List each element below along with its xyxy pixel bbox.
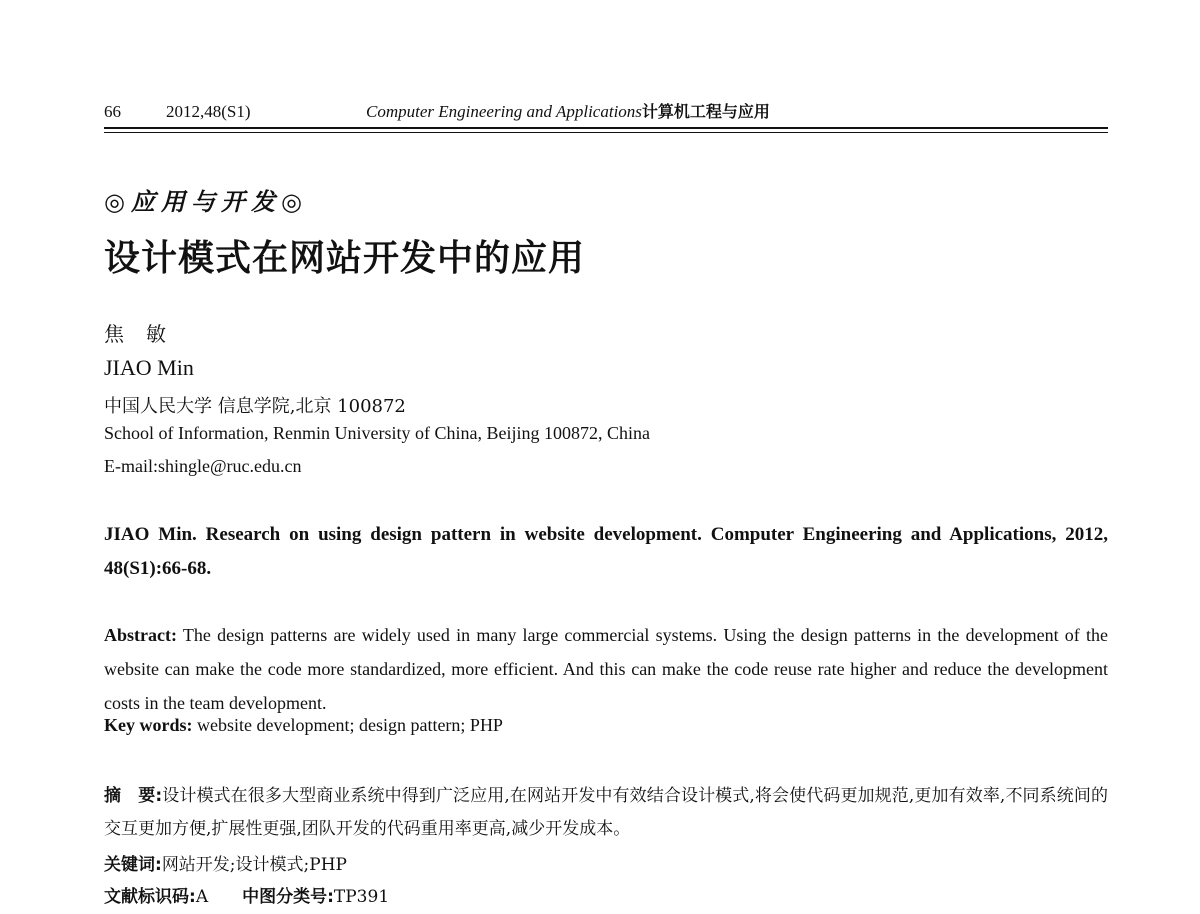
keywords-en-label: Key words: <box>104 715 193 735</box>
abstract-en-text: The design patterns are widely used in many large commercial systems. Using the design patterns in the development of the website can make the code more standardized, more efficient. And this can make the code reuse rate higher and reduce the development costs in the team development. <box>104 625 1108 713</box>
abstract-en-label: Abstract: <box>104 625 177 645</box>
doc-code: A <box>195 887 209 907</box>
keywords-cn-text: 网站开发;设计模式;PHP <box>161 855 347 875</box>
volume-issue: 2012,48(S1) <box>166 102 251 121</box>
header-rule-thin <box>104 132 1108 133</box>
journal-name-cn: 计算机工程与应用 <box>641 102 770 121</box>
class-code-label: 中图分类号: <box>242 887 334 907</box>
page-number: 66 <box>104 102 121 121</box>
affiliation-cn: 中国人民大学 信息学院,北京 100872 <box>104 396 406 417</box>
abstract-cn-label: 摘 要: <box>104 786 163 806</box>
abstract-cn <box>104 780 1108 846</box>
section-label: ◎应用与开发◎ <box>104 187 308 216</box>
author-name-cn: 焦敏 <box>104 322 188 346</box>
affiliation-en: School of Information, Renmin University of China, Beijing 100872, China <box>104 423 650 443</box>
citation: JIAO Min. Research on using design pattern in website development. Computer Engineering and Applications, 2012, 48(S1):66-68. <box>104 524 1108 579</box>
keywords-en <box>104 715 503 736</box>
keywords-cn-label: 关键词: <box>104 855 162 875</box>
author-name-en: JIAO Min <box>104 355 194 380</box>
abstract-en <box>104 618 1108 720</box>
keywords-en-text: website development; design pattern; PHP <box>197 715 503 735</box>
keywords-cn <box>104 850 347 875</box>
class-code: TP391 <box>333 887 390 907</box>
running-header <box>104 100 1108 124</box>
paper-title: 设计模式在网站开发中的应用 <box>104 237 586 279</box>
author-email: E-mail:shingle@ruc.edu.cn <box>104 456 302 476</box>
header-rule-thick <box>104 127 1108 129</box>
abstract-cn-text: 设计模式在很多大型商业系统中得到广泛应用,在网站开发中有效结合设计模式,将会使代码更加规范,更加有效率,不同系统间的交互更加方便,扩展性更强,团队开发的代码重用率更高,减少开发成本。 <box>104 786 1108 839</box>
journal-name-en: Computer Engineering and Applications <box>366 102 642 121</box>
doc-code-label: 文献标识码: <box>104 887 196 907</box>
classification-codes <box>104 882 389 907</box>
